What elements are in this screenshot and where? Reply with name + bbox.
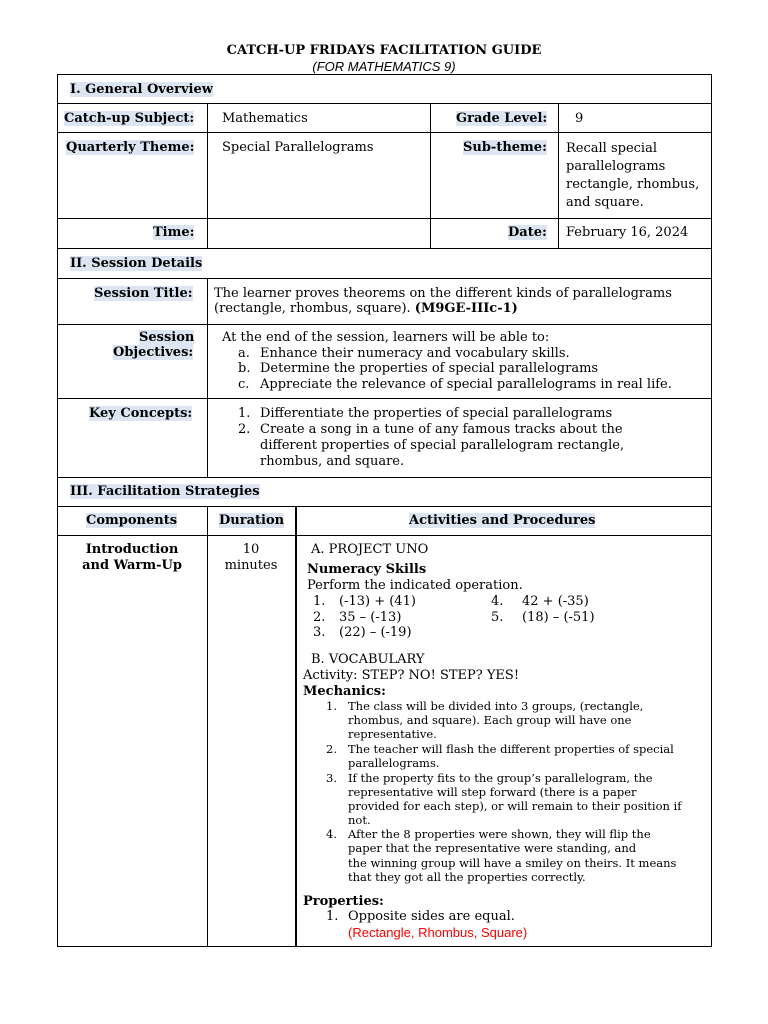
property-item: Opposite sides are equal. <box>348 909 515 924</box>
mechanics-marker: 4. <box>326 827 337 841</box>
quarterly-theme-label: Quarterly Theme: <box>66 140 195 155</box>
session-objectives-label-2: Objectives: <box>113 345 194 360</box>
operation-marker: 2. <box>313 610 326 625</box>
operation-item: 35 – (-13) <box>339 610 402 625</box>
operation-item: 42 + (-35) <box>522 594 589 609</box>
date-value: February 16, 2024 <box>566 225 689 240</box>
operation-marker: 4. <box>491 594 504 609</box>
component-intro-line1: Introduction <box>85 542 179 557</box>
mechanics-heading: Mechanics: <box>303 684 386 699</box>
document-subtitle: (FOR MATHEMATICS 9) <box>312 59 456 74</box>
property-marker: 1. <box>326 909 339 924</box>
duration-value: 10 <box>242 542 260 557</box>
objective-marker: a. <box>238 346 250 361</box>
objective-item: Enhance their numeracy and vocabulary skills. <box>260 346 570 361</box>
mechanics-item: After the 8 properties were shown, they will flip the <box>348 827 651 841</box>
catch-up-subject-label: Catch-up Subject: <box>64 111 195 126</box>
document-title: CATCH-UP FRIDAYS FACILITATION GUIDE <box>226 43 542 58</box>
mechanics-item-cont: paper that the representative were standing, and <box>348 841 637 855</box>
mechanics-marker: 1. <box>326 699 337 713</box>
mechanics-item-cont: the winning group will have a smiley on theirs. It means <box>348 856 677 870</box>
mechanics-marker: 2. <box>326 742 337 756</box>
section-a-heading: A. PROJECT UNO <box>311 542 429 557</box>
objectives-intro: At the end of the session, learners will be able to: <box>222 330 550 345</box>
key-concept-item: Differentiate the properties of special parallelograms <box>260 406 613 421</box>
operation-marker: 5. <box>491 610 504 625</box>
quarterly-theme-value: Special Parallelograms <box>222 140 374 155</box>
mechanics-item-cont: rhombus, and square). Each group will have one <box>348 713 632 727</box>
operation-item: (22) – (-19) <box>339 625 412 640</box>
properties-heading: Properties: <box>303 894 384 909</box>
numeracy-heading: Numeracy Skills <box>307 562 427 577</box>
session-title-line1: The learner proves theorems on the different kinds of parallelograms <box>214 286 672 301</box>
grade-level-value: 9 <box>575 111 584 126</box>
facilitation-strategies-heading: III. Facilitation Strategies <box>70 484 260 499</box>
key-concept-item-cont: different properties of special parallelogram rectangle, <box>260 438 625 453</box>
mechanics-item: The teacher will flash the different properties of special <box>348 742 674 756</box>
mechanics-item-cont: provided for each step), or will remain to their position if <box>348 799 682 813</box>
key-concept-item: Create a song in a tune of any famous tracks about the <box>260 422 623 437</box>
key-concept-item-cont: rhombus, and square. <box>260 454 405 469</box>
grade-level-label: Grade Level: <box>456 111 548 126</box>
time-label: Time: <box>153 225 195 240</box>
sub-theme-label: Sub-theme: <box>463 140 547 155</box>
operation-marker: 3. <box>313 625 326 640</box>
mechanics-item-cont: parallelograms. <box>348 756 440 770</box>
objective-marker: c. <box>238 377 250 392</box>
session-title-label: Session Title: <box>94 286 193 301</box>
general-overview-heading: I. General Overview <box>70 82 213 97</box>
session-title-line2: (rectangle, rhombus, square). (M9GE-IIIc-1) <box>214 301 518 316</box>
mechanics-item-cont: not. <box>348 813 371 827</box>
key-concepts-label: Key Concepts: <box>89 406 193 421</box>
sub-theme-value: Recall special parallelograms rectangle, rhombus, and square. <box>566 141 700 210</box>
objective-item: Determine the properties of special parallelograms <box>260 361 599 376</box>
component-intro-line2: and Warm-Up <box>82 558 182 573</box>
mechanics-item-cont: that they got all the properties correctly. <box>348 870 586 884</box>
objective-item: Appreciate the relevance of special parallelograms in real life. <box>260 377 672 392</box>
mechanics-marker: 3. <box>326 771 337 785</box>
property-answer: (Rectangle, Rhombus, Square) <box>348 925 528 940</box>
objective-marker: b. <box>238 361 251 376</box>
numeracy-instruction: Perform the indicated operation. <box>307 578 523 593</box>
mechanics-item-cont: representative will step forward (there is a paper <box>348 785 637 799</box>
date-label: Date: <box>508 225 547 240</box>
duration-column-header: Duration <box>219 513 285 528</box>
operation-item: (-13) + (41) <box>339 594 416 609</box>
operation-item: (18) – (-51) <box>522 610 595 625</box>
activities-column-header: Activities and Procedures <box>409 513 596 528</box>
operation-marker: 1. <box>313 594 326 609</box>
competency-code: (M9GE-IIIc-1) <box>414 301 518 316</box>
concept-marker: 2. <box>238 422 251 437</box>
mechanics-item-cont: representative. <box>348 727 437 741</box>
mechanics-item: The class will be divided into 3 groups, (rectangle, <box>348 699 644 713</box>
section-b-heading: B. VOCABULARY <box>311 652 425 667</box>
session-details-heading: II. Session Details <box>70 256 203 271</box>
catch-up-subject-value: Mathematics <box>222 111 308 126</box>
activity-name: Activity: STEP? NO! STEP? YES! <box>303 668 520 683</box>
session-objectives-label-1: Session <box>139 330 195 345</box>
components-column-header: Components <box>86 513 178 528</box>
duration-unit: minutes <box>224 558 278 573</box>
mechanics-item: If the property fits to the group’s parallelogram, the <box>348 771 653 785</box>
concept-marker: 1. <box>238 406 251 421</box>
